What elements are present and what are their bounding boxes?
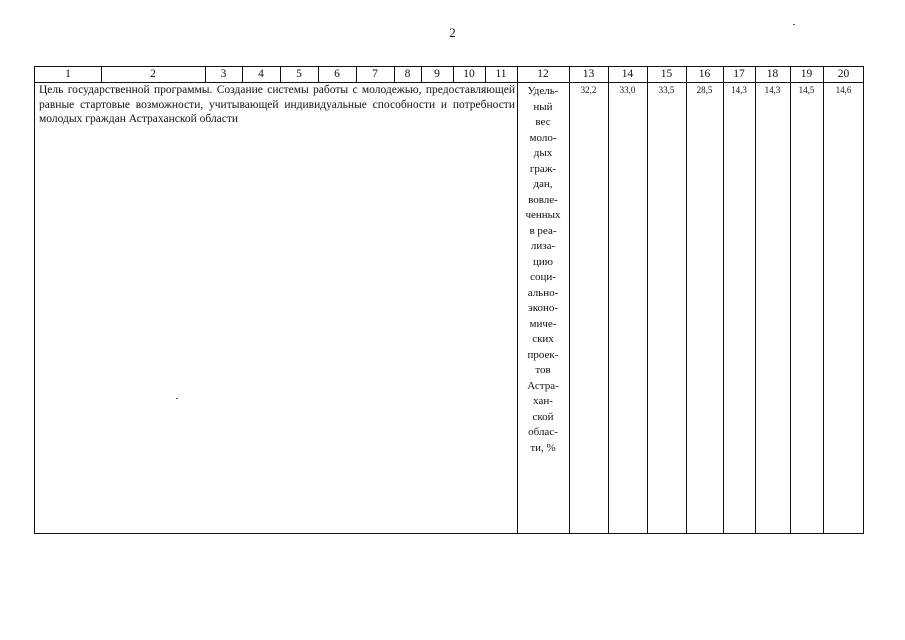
column-number-16: 16 [698, 68, 711, 80]
column-number-5: 5 [296, 68, 302, 80]
column-divider [686, 67, 687, 533]
column-number-18: 18 [766, 68, 779, 80]
column-number-7: 7 [372, 68, 378, 80]
column-number-14: 14 [621, 68, 634, 80]
column-divider [723, 67, 724, 533]
column-number-17: 17 [733, 68, 745, 80]
column-number-13: 13 [582, 68, 595, 80]
column-number-11: 11 [495, 68, 507, 80]
column-number-1: 1 [65, 68, 71, 80]
column-number-10: 10 [463, 68, 475, 80]
indicator-value-col-14: 33,0 [619, 85, 636, 95]
column-number-3: 3 [220, 68, 227, 80]
indicator-value-col-20: 14,6 [835, 85, 852, 95]
indicator-value-col-13: 32,2 [580, 85, 597, 95]
column-number-4: 4 [258, 68, 264, 80]
column-number-12: 12 [537, 68, 549, 80]
indicator-description: Удель- ный вес моло- дых граж- дан, вовле- ченных в реа- лиза- цию соци- ально- эконо- миче- ских проек- тов Астра- хан- ской облас- ти, % [525, 85, 561, 454]
column-number-2: 2 [150, 68, 156, 80]
column-number-6: 6 [334, 68, 340, 80]
scan-speck [176, 398, 178, 399]
indicator-table [34, 66, 864, 534]
column-divider [823, 67, 824, 533]
column-divider [517, 67, 518, 533]
column-number-19: 19 [800, 68, 813, 80]
column-number-8: 8 [404, 68, 411, 80]
indicator-value-col-19: 14,5 [798, 85, 815, 95]
indicator-value-col-15: 33,5 [658, 85, 675, 95]
page-number: 2 [449, 25, 456, 40]
column-divider [790, 67, 791, 533]
column-divider [608, 67, 609, 533]
program-goal-text: Цель государственной программы. Создание системы работы с молодежью, предоставляющей равные стартовые возможности, учитывающей индивидуальные способности и потребности молодых граждан Астраханской области [39, 84, 515, 125]
indicator-value-col-17: 14,3 [731, 85, 747, 95]
indicator-value-col-18: 14,3 [764, 85, 781, 95]
column-divider [647, 67, 648, 533]
column-number-9: 9 [434, 68, 440, 80]
column-divider [755, 67, 756, 533]
column-number-20: 20 [837, 68, 850, 80]
column-divider [569, 67, 570, 533]
column-number-15: 15 [660, 68, 673, 80]
indicator-value-col-16: 28,5 [696, 85, 713, 95]
scan-speck [793, 24, 795, 25]
